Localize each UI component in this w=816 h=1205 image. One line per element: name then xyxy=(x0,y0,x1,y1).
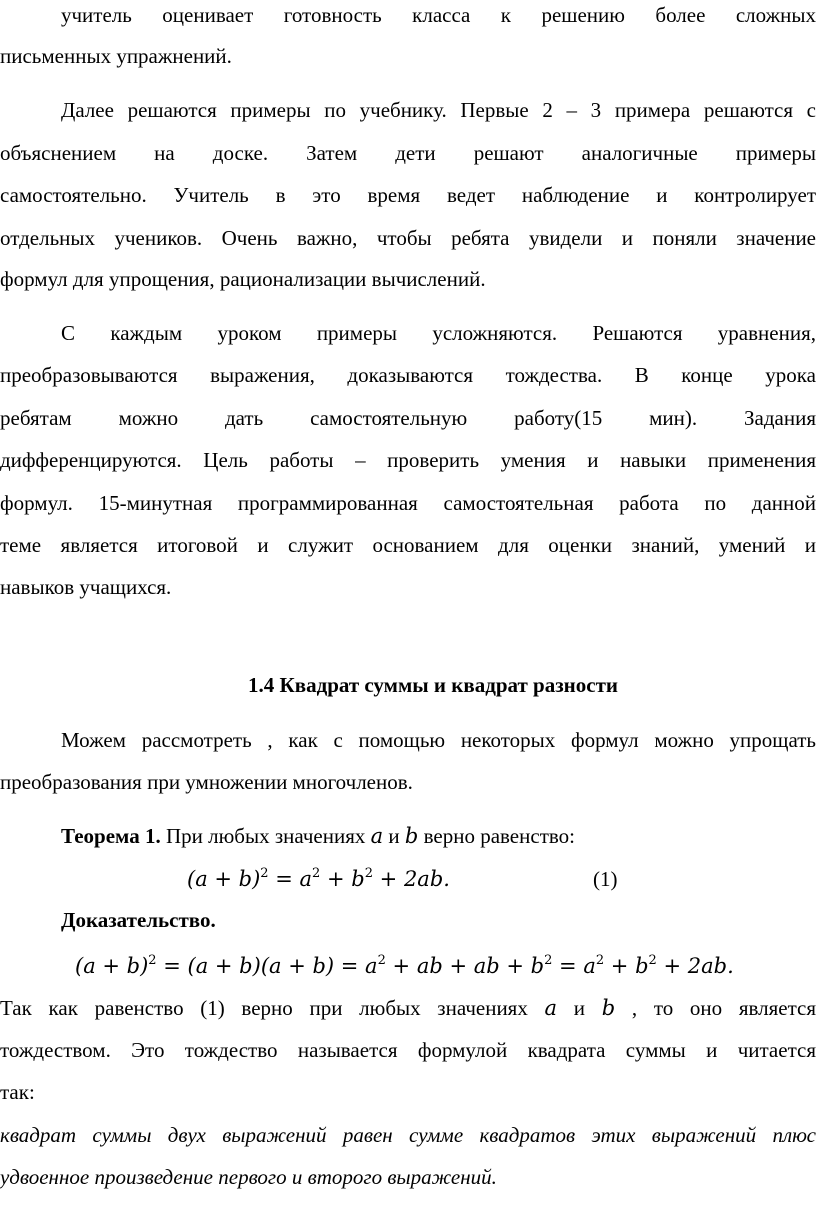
formula-2-exp-4: 2 xyxy=(595,953,605,968)
formula-2-part-6: + 2ab. xyxy=(656,954,734,978)
theorem-line xyxy=(61,823,575,849)
paragraph-2-line-5: формул для упрощения, рационализации вычислений. xyxy=(0,267,486,291)
formula-2-part-1: (a + b) xyxy=(75,954,149,978)
paragraph-5-line-1-start: Так как равенство (1) верно при любых значениях xyxy=(0,996,528,1020)
paragraph-5-line-3: так: xyxy=(0,1080,35,1104)
theorem-text-2: верно равенство: xyxy=(423,824,575,848)
paragraph-5-var-b: b xyxy=(601,996,616,1020)
paragraph-4-line-1: Можем рассмотреть , как с помощью некоторых формул можно упрощать xyxy=(61,728,816,752)
paragraph-2-line-3: самостоятельно. Учитель в это время ведет наблюдение и контролирует xyxy=(0,183,816,207)
theorem-var-a: a xyxy=(370,824,384,848)
paragraph-3-line-2: преобразовываются выражения, доказываются тождества. В конце урока xyxy=(0,363,816,387)
formula-2-part-3: + ab + ab + b xyxy=(385,954,545,978)
paragraph-5-line-1-end: , то оно является xyxy=(631,996,816,1020)
paragraph-3-line-6: теме является итоговой и служит основанием для оценки знаний, умений и xyxy=(0,533,816,557)
theorem-text-1: При любых значениях xyxy=(165,824,366,848)
formula-1-number: (1) xyxy=(593,867,618,891)
formula-2-part-2: = (a + b)(a + b) = a xyxy=(156,954,378,978)
formula-1-a-exp: 2 xyxy=(312,866,321,881)
paragraph-1-line-2: письменных упражнений. xyxy=(0,44,232,68)
theorem-var-b: b xyxy=(404,824,419,848)
formula-1-lhs: (a + b) xyxy=(187,867,261,891)
rule-italic-line-1: квадрат суммы двух выражений равен сумме квадратов этих выражений плюс xyxy=(0,1123,816,1147)
formula-1-plus-b: + b xyxy=(320,867,365,891)
paragraph-3-line-5: формул. 15-минутная программированная самостоятельная работа по данной xyxy=(0,491,816,515)
formula-1-rest: + 2ab. xyxy=(373,867,450,891)
paragraph-4-line-2: преобразования при умножении многочленов. xyxy=(0,770,413,794)
formula-2 xyxy=(75,953,734,979)
paragraph-5-line-2: тождеством. Это тождество называется формулой квадрата суммы и читается xyxy=(0,1038,816,1062)
paragraph-3-line-1: С каждым уроком примеры усложняются. Решаются уравнения, xyxy=(61,321,816,345)
formula-1-b-exp: 2 xyxy=(364,866,373,881)
paragraph-2-line-4: отдельных учеников. Очень важно, чтобы ребята увидели и поняли значение xyxy=(0,226,816,250)
paragraph-5-var-a: a xyxy=(544,996,558,1020)
formula-2-exp-5: 2 xyxy=(648,953,657,968)
paragraph-1-line-1: учитель оценивает готовность класса к решению более сложных xyxy=(61,3,816,27)
section-heading: 1.4 Квадрат суммы и квадрат разности xyxy=(248,673,618,697)
formula-1-lhs-exp: 2 xyxy=(260,866,269,881)
formula-1 xyxy=(187,866,450,892)
formula-2-exp-1: 2 xyxy=(148,953,157,968)
paragraph-2-line-2: объяснением на доске. Затем дети решают аналогичные примеры xyxy=(0,141,816,165)
formula-2-exp-3: 2 xyxy=(544,953,553,968)
formula-2-part-4: = a xyxy=(552,954,596,978)
rule-italic-line-2: удвоенное произведение первого и второго выражений. xyxy=(0,1165,497,1189)
paragraph-5-conj: и xyxy=(573,996,586,1020)
paragraph-3-line-3: ребятам можно дать самостоятельную работу(15 мин). Задания xyxy=(0,406,816,430)
formula-2-part-5: + b xyxy=(604,954,649,978)
formula-1-eq: = a xyxy=(268,867,313,891)
paragraph-5-line-1 xyxy=(0,995,816,1021)
paragraph-3-line-4: дифференцируются. Цель работы – проверить умения и навыки применения xyxy=(0,448,816,472)
proof-label-text: Доказательство. xyxy=(61,908,216,932)
theorem-conj: и xyxy=(388,824,400,848)
paragraph-3-line-7: навыков учащихся. xyxy=(0,575,172,599)
formula-2-exp-2: 2 xyxy=(377,953,386,968)
theorem-label: Теорема 1. xyxy=(61,824,161,848)
paragraph-2-line-1: Далее решаются примеры по учебнику. Первые 2 – 3 примера решаются с xyxy=(61,98,816,122)
proof-label xyxy=(61,907,216,933)
